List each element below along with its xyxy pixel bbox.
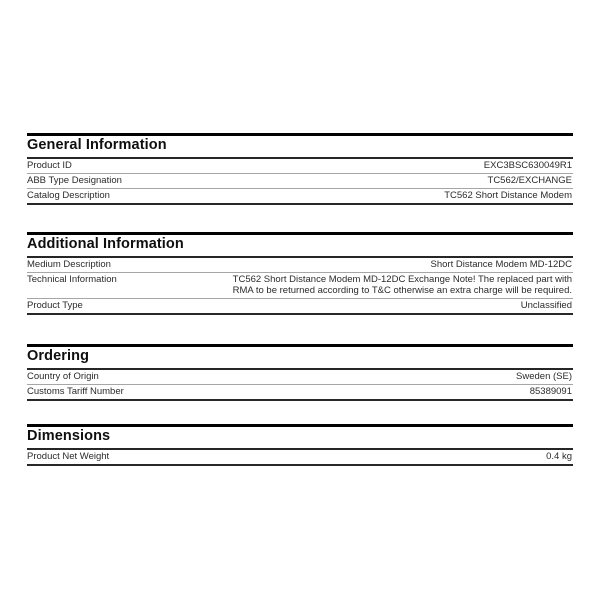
section-title: Ordering xyxy=(27,344,573,370)
row-value: Sweden (SE) xyxy=(232,370,573,385)
row-label: Product Type xyxy=(27,298,232,314)
row-label: ABB Type Designation xyxy=(27,174,232,189)
section-title: General Information xyxy=(27,133,573,159)
section-ordering xyxy=(27,344,573,401)
row-label: Medium Description xyxy=(27,258,232,273)
row-label: Country of Origin xyxy=(27,370,232,385)
row-value: TC562/EXCHANGE xyxy=(232,174,573,189)
row-value: TC562 Short Distance Modem MD-12DC Exchange Note! The replaced part with RMA to be returned according to T&C otherwise an extra charge will be required. xyxy=(232,273,573,299)
row-label: Customs Tariff Number xyxy=(27,384,232,400)
section-table xyxy=(27,370,573,401)
table-row xyxy=(27,298,573,314)
table-row xyxy=(27,273,573,299)
row-value: Short Distance Modem MD-12DC xyxy=(232,258,573,273)
section-table-body xyxy=(27,370,573,400)
section-title: Dimensions xyxy=(27,424,573,450)
table-row xyxy=(27,174,573,189)
table-row xyxy=(27,384,573,400)
section-dimensions xyxy=(27,424,573,466)
table-row xyxy=(27,159,573,174)
section-table xyxy=(27,258,573,315)
row-label: Technical Information xyxy=(27,273,232,299)
section-table-body xyxy=(27,159,573,204)
row-label: Product ID xyxy=(27,159,232,174)
section-table xyxy=(27,450,573,466)
section-additional-information xyxy=(27,232,573,315)
row-value: 85389091 xyxy=(232,384,573,400)
product-details-document xyxy=(27,133,573,493)
row-label: Catalog Description xyxy=(27,189,232,205)
table-row xyxy=(27,189,573,205)
row-value: 0.4 kg xyxy=(232,450,573,465)
row-value: Unclassified xyxy=(232,298,573,314)
section-title: Additional Information xyxy=(27,232,573,258)
table-row xyxy=(27,450,573,465)
row-value: TC562 Short Distance Modem xyxy=(232,189,573,205)
row-label: Product Net Weight xyxy=(27,450,232,465)
table-row xyxy=(27,258,573,273)
row-value: EXC3BSC630049R1 xyxy=(232,159,573,174)
section-general-information xyxy=(27,133,573,205)
section-table-body xyxy=(27,450,573,465)
section-table xyxy=(27,159,573,205)
section-table-body xyxy=(27,258,573,314)
table-row xyxy=(27,370,573,385)
